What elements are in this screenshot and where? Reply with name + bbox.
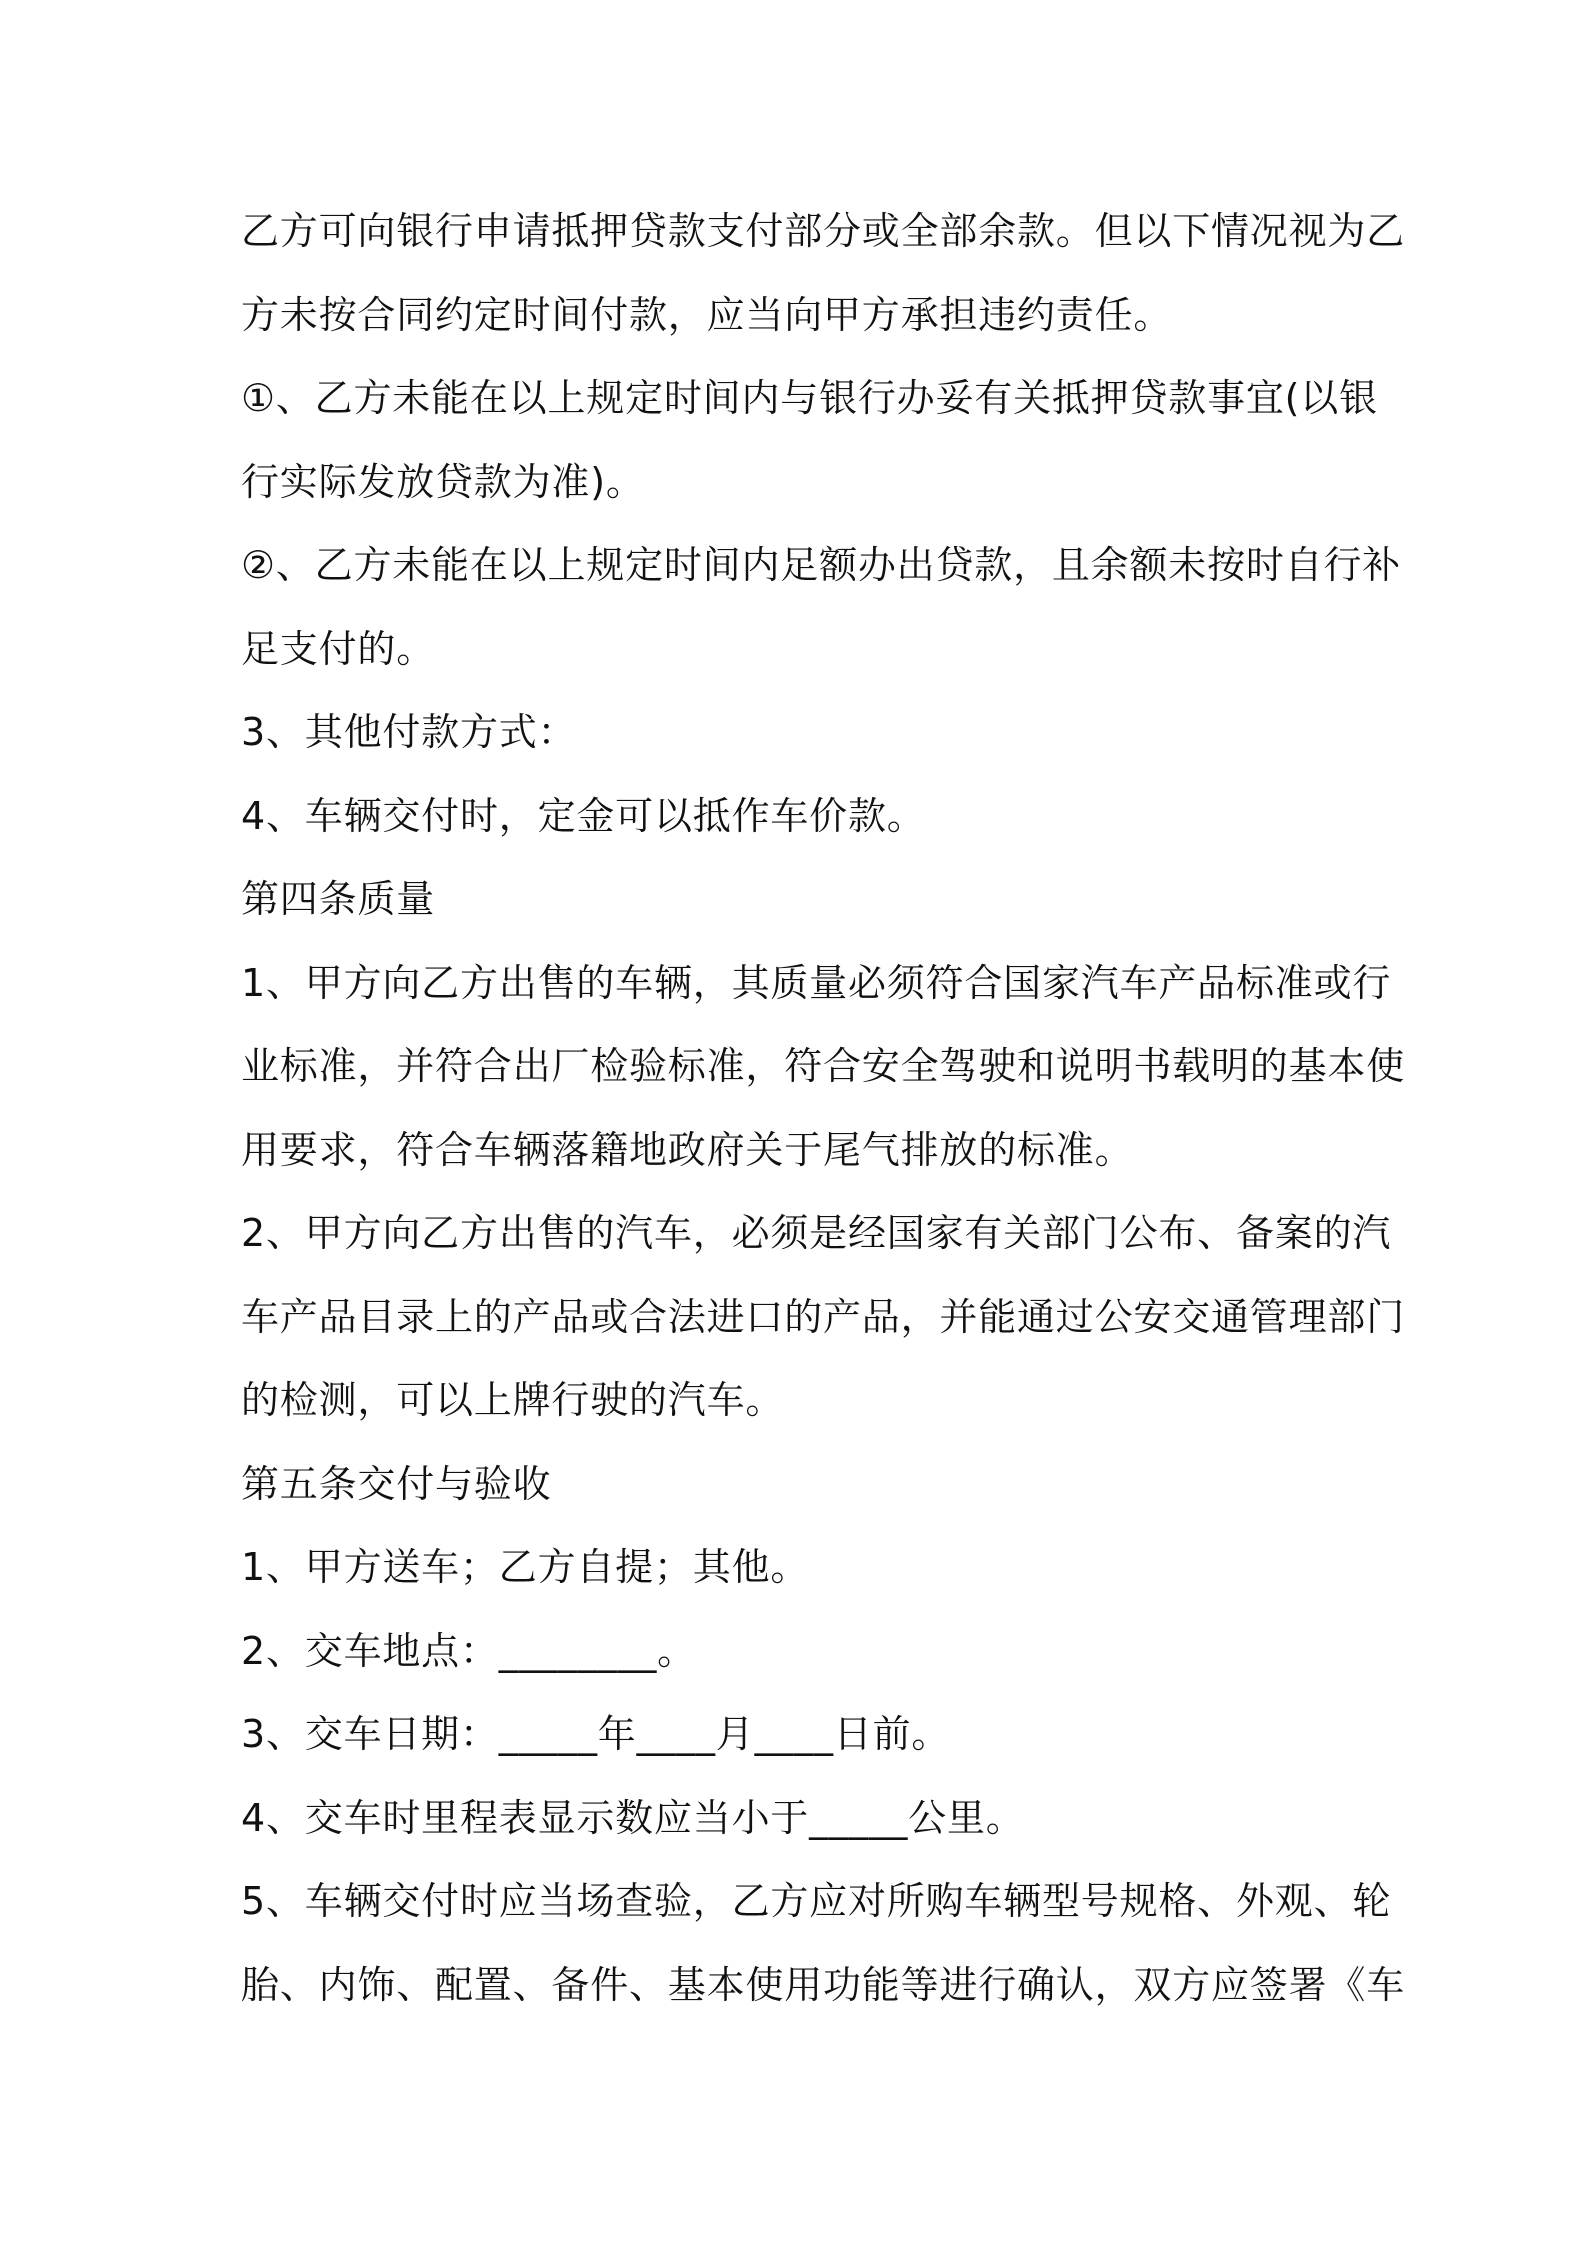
text-line-14: 车产品目录上的产品或合法进口的产品，并能通过公安交通管理部门 [241,1294,1406,1339]
text-line-11: 业标准，并符合出厂检验标准，符合安全驾驶和说明书载明的基本使 [241,1044,1406,1088]
text-line-17: 1、甲方送车；乙方自提；其他。 [241,1545,810,1589]
text-line-1: 乙方可向银行申请抵押贷款支付部分或全部余款。但以下情况视为乙 [241,209,1406,253]
text-line-13: 2、甲方向乙方出售的汽车，必须是经国家有关部门公布、备案的汽 [241,1211,1392,1255]
text-line-19: 3、交车日期：_____年____月____日前。 [241,1712,951,1756]
text-line-8: 4、车辆交付时，定金可以抵作车价款。 [241,793,926,838]
text-line-6: 足支付的。 [241,626,436,671]
text-line-7: 3、其他付款方式： [241,710,577,754]
text-line-5: ②、乙方未能在以上规定时间内足额办出贷款，且余额未按时自行补 [241,543,1402,587]
section-heading-delivery: 第五条交付与验收 [241,1461,552,1506]
text-line-10: 1、甲方向乙方出售的车辆，其质量必须符合国家汽车产品标准或行 [241,960,1392,1005]
text-line-18: 2、交车地点：________。 [241,1628,696,1673]
text-line-21: 5、车辆交付时应当场查验，乙方应对所购车辆型号规格、外观、轮 [241,1879,1392,1923]
text-line-22: 胎、内饰、配置、备件、基本使用功能等进行确认，双方应签署《车 [241,1962,1406,2007]
text-line-20: 4、交车时里程表显示数应当小于_____公里。 [241,1795,1025,1840]
text-line-4: 行实际发放贷款为准)。 [241,459,645,504]
text-line-2: 方未按合同约定时间付款，应当向甲方承担违约责任。 [241,292,1173,337]
document-body [241,203,1406,2040]
text-line-12: 用要求，符合车辆落籍地政府关于尾气排放的标准。 [241,1127,1134,1172]
section-heading-quality: 第四条质量 [241,877,436,921]
text-line-3: ①、乙方未能在以上规定时间内与银行办妥有关抵押贷款事宜(以银 [241,376,1378,420]
text-line-15: 的检测，可以上牌行驶的汽车。 [241,1378,785,1422]
